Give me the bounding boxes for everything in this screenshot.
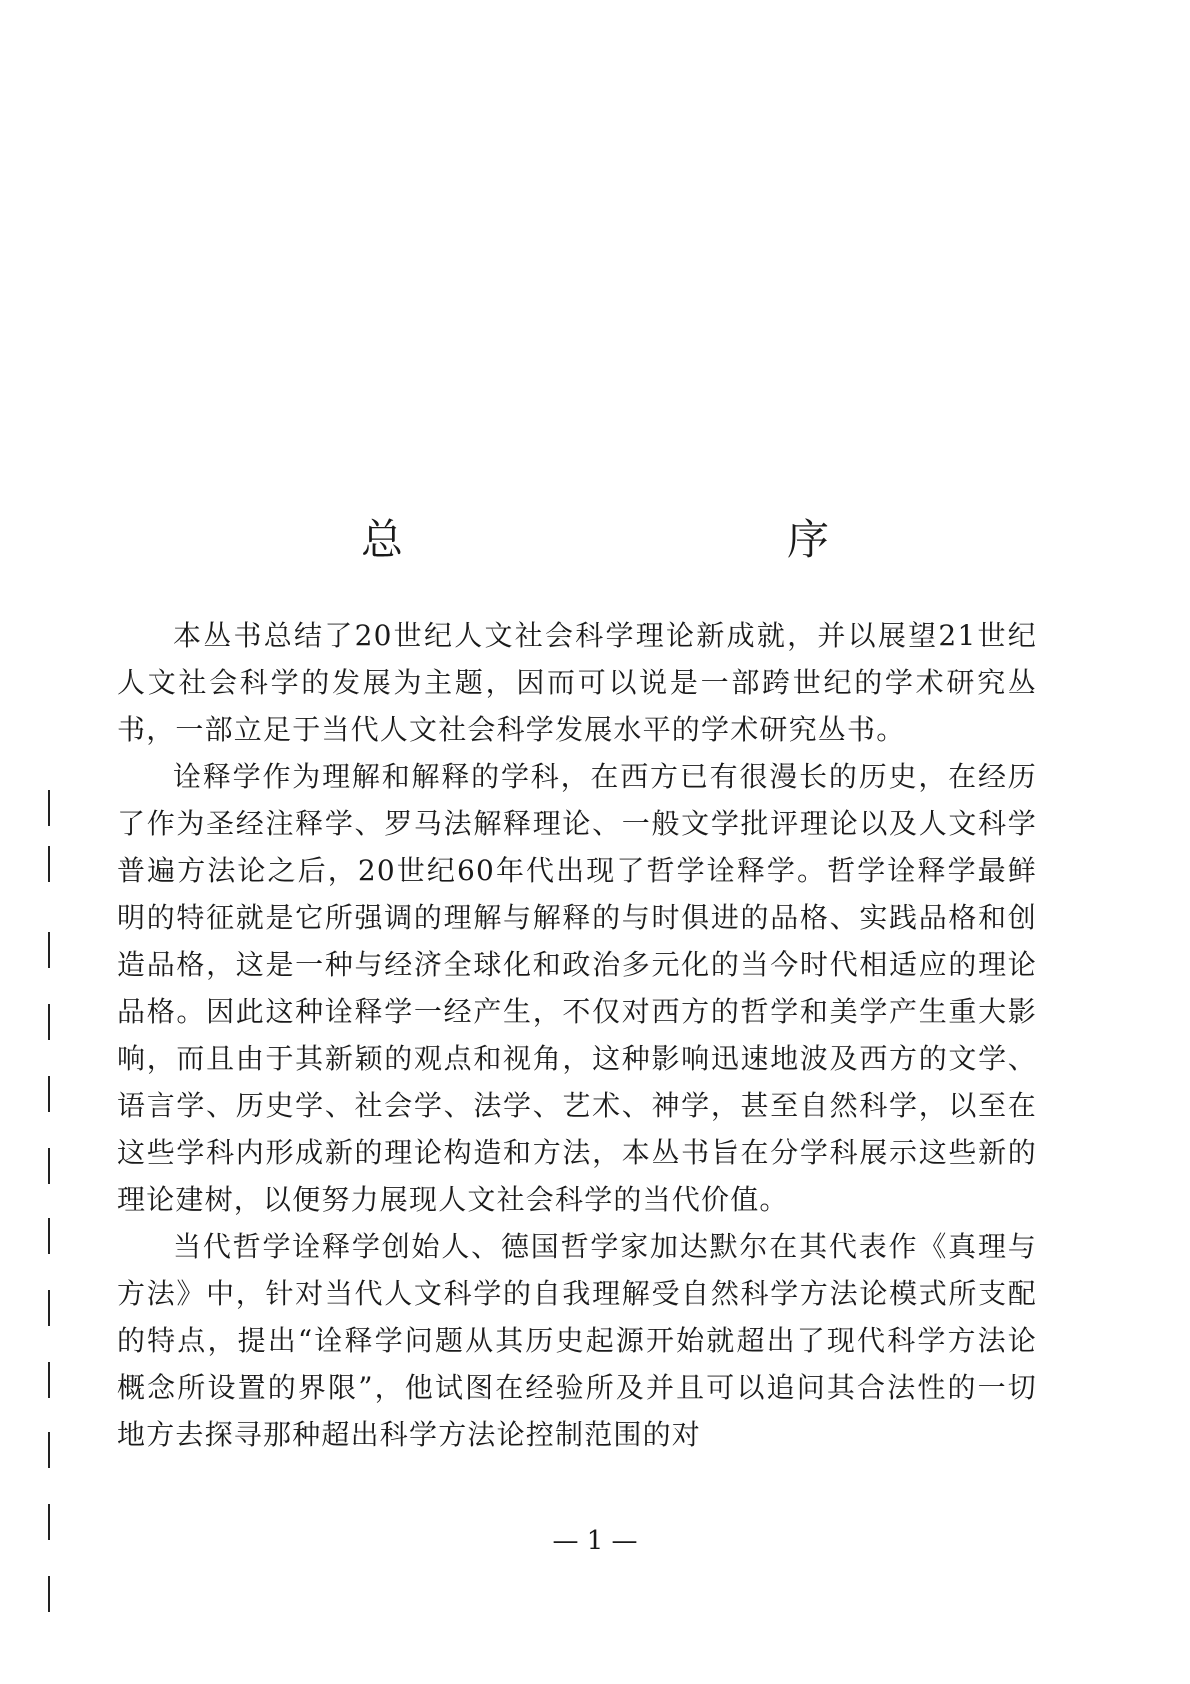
margin-mark: [48, 1218, 50, 1254]
margin-mark: [48, 1576, 50, 1612]
margin-mark: [48, 1148, 50, 1184]
margin-mark: [48, 1432, 50, 1468]
margin-mark: [48, 1290, 50, 1326]
body-text: [117, 612, 1037, 1458]
margin-mark: [48, 1004, 50, 1040]
paragraph: 诠释学作为理解和解释的学科，在西方已有很漫长的历史，在经历了作为圣经注释学、罗马法解释理论、一般文学批评理论以及人文科学普遍方法论之后，20世纪60年代出现了哲学诠释学。哲学诠释学最鲜明的特征就是它所强调的理解与解释的与时俱进的品格、实践品格和创造品格，这是一种与经济全球化和政治多元化的当今时代相适应的理论品格。因此这种诠释学一经产生，不仅对西方的哲学和美学产生重大影响，而且由于其新颖的观点和视角，这种影响迅速地波及西方的文学、语言学、历史学、社会学、法学、艺术、神学，甚至自然科学，以至在这些学科内形成新的理论构造和方法，本丛书旨在分学科展示这些新的理论建树，以便努力展现人文社会科学的当代价值。: [117, 760, 1037, 1216]
margin-mark: [48, 1076, 50, 1112]
margin-mark: [48, 846, 50, 882]
margin-mark: [48, 932, 50, 968]
paragraph: 当代哲学诠释学创始人、德国哲学家加达默尔在其代表作《真理与方法》中，针对当代人文科学的自我理解受自然科学方法论模式所支配的特点，提出“诠释学问题从其历史起源开始就超出了现代科学方法论概念所设置的界限”，他试图在经验所及并且可以追问其合法性的一切地方去探寻那种超出科学方法论控制范围的对: [117, 1230, 1037, 1451]
margin-mark: [48, 1362, 50, 1398]
margin-mark: [48, 1504, 50, 1540]
paragraph: 本丛书总结了20世纪人文社会科学理论新成就，并以展望21世纪人文社会科学的发展为主题，因而可以说是一部跨世纪的学术研究丛书，一部立足于当代人文社会科学发展水平的学术研究丛书。: [117, 619, 1037, 746]
page-number: — 1 —: [552, 1526, 638, 1556]
page-title: 总 序: [360, 515, 929, 564]
margin-mark: [48, 790, 50, 826]
